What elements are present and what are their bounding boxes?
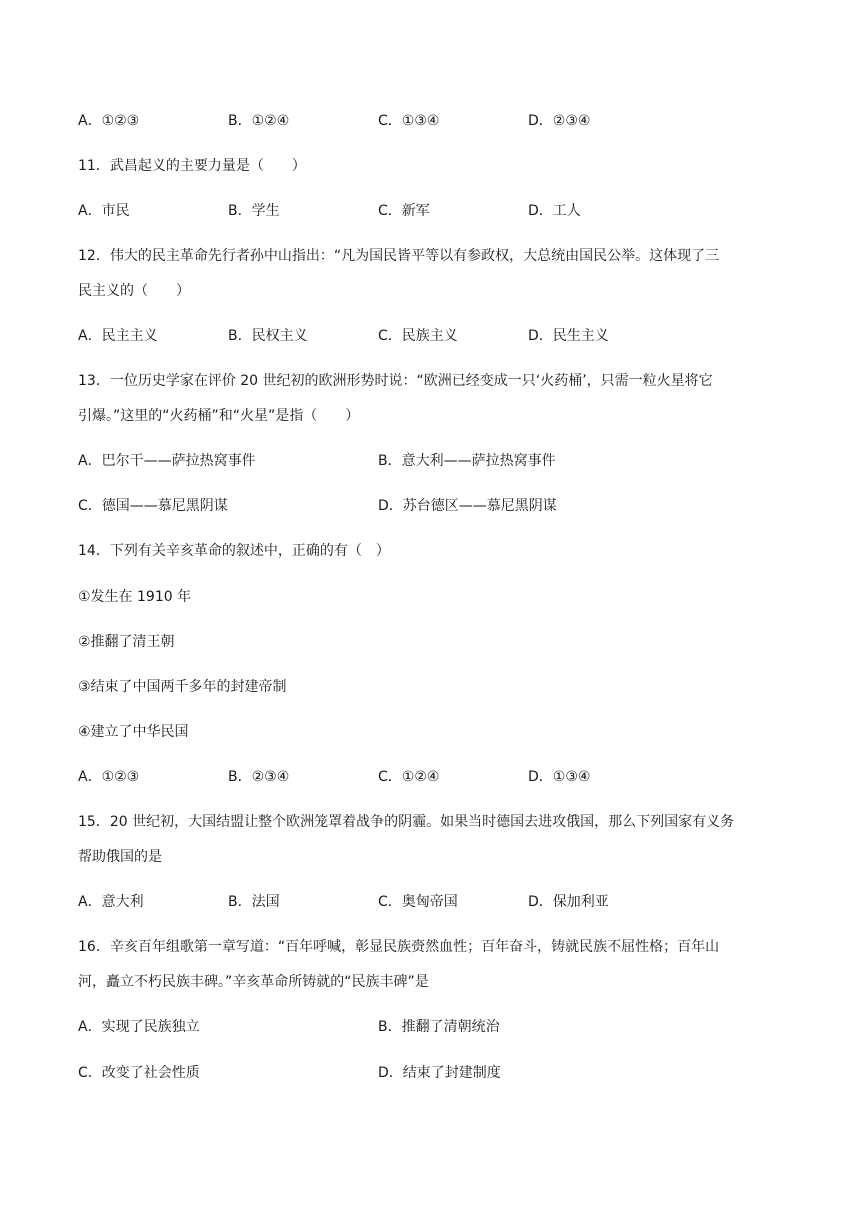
q14-option-a: A．①②③ — [78, 769, 140, 785]
q13-option-d: D．苏台德区——慕尼黑阴谋 — [378, 498, 557, 514]
q11-option-a: A．市民 — [78, 203, 130, 219]
q12-stem-line2: 民主义的（ ） — [78, 283, 190, 299]
q16-option-c: C．改变了社会性质 — [78, 1065, 200, 1081]
q14-item-4: ④建立了中华民国 — [78, 724, 189, 740]
q11-option-c: C．新军 — [378, 203, 430, 219]
q14-option-b: B．②③④ — [228, 769, 290, 785]
q14-item-1: ①发生在 1910 年 — [78, 589, 192, 605]
q11-option-b: B．学生 — [228, 203, 280, 219]
q12-option-d: D．民生主义 — [528, 328, 609, 344]
q12-stem-line1: 12．伟大的民主革命先行者孙中山指出：“凡为国民皆平等以有参政权，大总统由国民公举。这体现了三 — [78, 248, 720, 264]
q13-stem-line2: 引爆。”这里的“火药桶”和“火星”是指（ ） — [78, 408, 360, 424]
q10-option-b: B．①②④ — [228, 113, 290, 129]
q11-stem: 11．武昌起义的主要力量是（ ） — [78, 158, 306, 174]
q14-option-d: D．①③④ — [528, 769, 591, 785]
q10-option-a: A．①②③ — [78, 113, 140, 129]
q15-option-d: D．保加利亚 — [528, 894, 609, 910]
q13-option-b: B．意大利——萨拉热窝事件 — [378, 453, 556, 469]
q14-item-3: ③结束了中国两千多年的封建帝制 — [78, 679, 287, 695]
q15-stem-line2: 帮助俄国的是 — [78, 849, 162, 865]
q15-stem-line1: 15．20 世纪初，大国结盟让整个欧洲笼罩着战争的阴霾。如果当时德国去进攻俄国，那么下列国家有义务 — [78, 814, 735, 830]
q11-option-d: D．工人 — [528, 203, 581, 219]
q12-option-b: B．民权主义 — [228, 328, 308, 344]
q14-option-c: C．①②④ — [378, 769, 440, 785]
q15-option-c: C．奥匈帝国 — [378, 894, 458, 910]
q13-option-a: A．巴尔干——萨拉热窝事件 — [78, 453, 256, 469]
q16-option-d: D．结束了封建制度 — [378, 1065, 501, 1081]
q13-stem-line1: 13．一位历史学家在评价 20 世纪初的欧洲形势时说：“欧洲已经变成一只‘火药桶’，只需一粒火星将它 — [78, 373, 713, 389]
q14-item-2: ②推翻了清王朝 — [78, 634, 175, 650]
q10-option-c: C．①③④ — [378, 113, 440, 129]
q15-option-b: B．法国 — [228, 894, 280, 910]
q12-option-a: A．民主主义 — [78, 328, 158, 344]
q15-option-a: A．意大利 — [78, 894, 144, 910]
q10-option-d: D．②③④ — [528, 113, 591, 129]
q16-stem-line1: 16．辛亥百年组歌第一章写道：“百年呼喊，彰显民族赍然血性；百年奋斗，铸就民族不屈性格；百年山 — [78, 939, 720, 955]
q13-option-c: C．德国——慕尼黑阴谋 — [78, 498, 228, 514]
q12-option-c: C．民族主义 — [378, 328, 458, 344]
q14-stem: 14．下列有关辛亥革命的叙述中，正确的有（ ） — [78, 543, 390, 559]
q16-option-b: B．推翻了清朝统治 — [378, 1019, 500, 1035]
q16-stem-line2: 河，矗立不朽民族丰碑。”辛亥革命所铸就的“民族丰碑”是 — [78, 974, 429, 990]
q16-option-a: A．实现了民族独立 — [78, 1019, 200, 1035]
